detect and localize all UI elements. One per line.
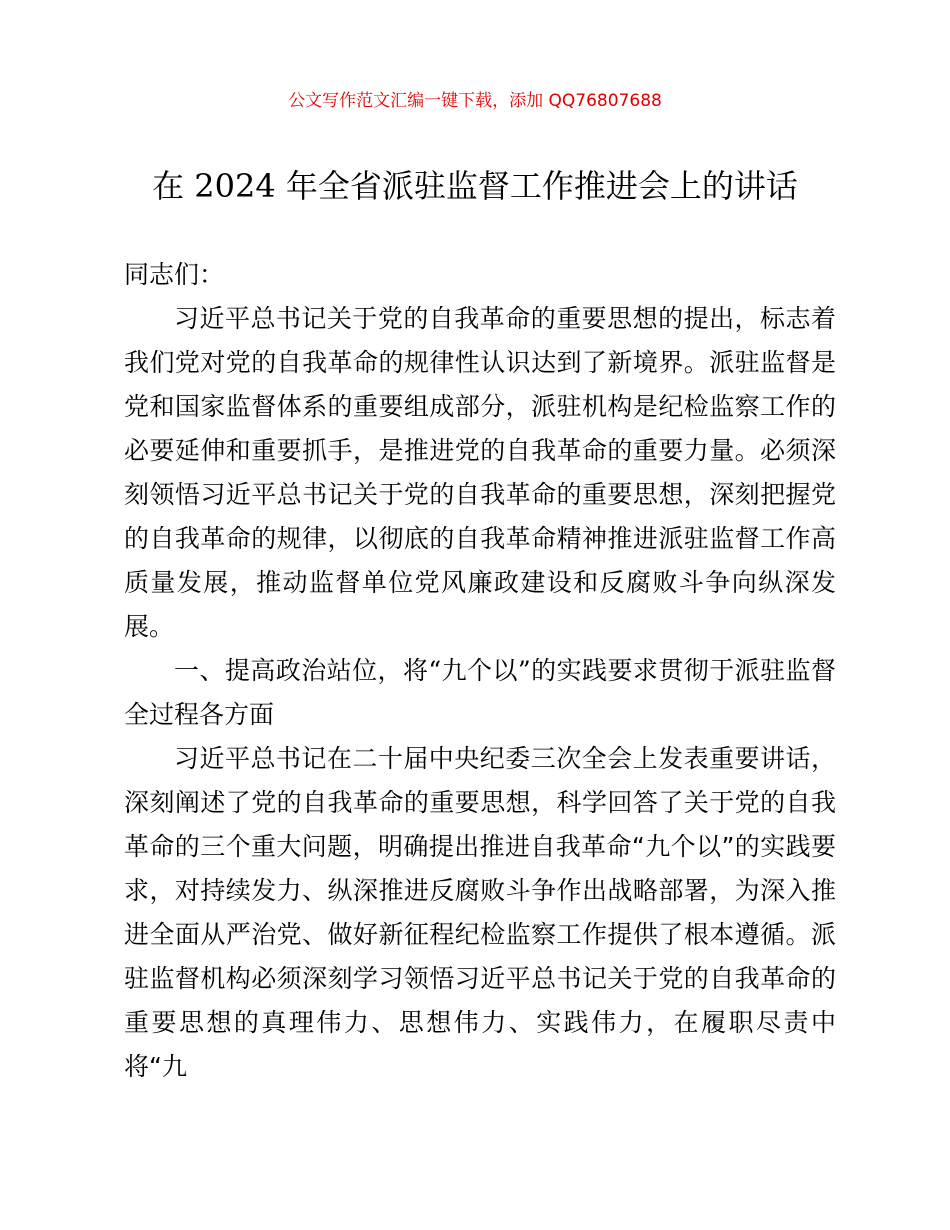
paragraph-intro: 习近平总书记关于党的自我革命的重要思想的提出，标志着我们党对党的自我革命的规律性认识达到了新境界。派驻监督是党和国家监督体系的重要组成部分，派驻机构是纪检监察工作的必要延伸和重要抓手，是推进党的自我革命的重要力量。必须深刻领悟习近平总书记关于党的自我革命的重要思想，深刻把握党的自我革命的规律，以彻底的自我革命精神推进派驻监督工作高质量发展，推动监督单位党风廉政建设和反腐败斗争向纵深发展。 (124, 304, 836, 641)
document-title: 在 2024 年全省派驻监督工作推进会上的讲话 (152, 167, 798, 205)
salutation: 同志们： (124, 260, 225, 289)
paragraph-section-1: 习近平总书记在二十届中央纪委三次全会上发表重要讲话，深刻阐述了党的自我革命的重要思想，科学回答了关于党的自我革命的三个重大问题，明确提出推进自我革命“九个以”的实践要求，对持续发力、纵深推进反腐败斗争作出战略部署，为深入推进全面从严治党、做好新征程纪检监察工作提供了根本遵循。派驻监督机构必须深刻学习领悟习近平总书记关于党的自我革命的重要思想的真理伟力、思想伟力、实践伟力，在履职尽责中将“九 (124, 744, 836, 1081)
promo-header-text: 公文写作范文汇编一键下载，添加 QQ76807688 (288, 91, 662, 111)
section-heading-1: 一、提高政治站位，将“九个以”的实践要求贯彻于派驻监督全过程各方面 (124, 656, 836, 729)
document-body (124, 253, 836, 1089)
